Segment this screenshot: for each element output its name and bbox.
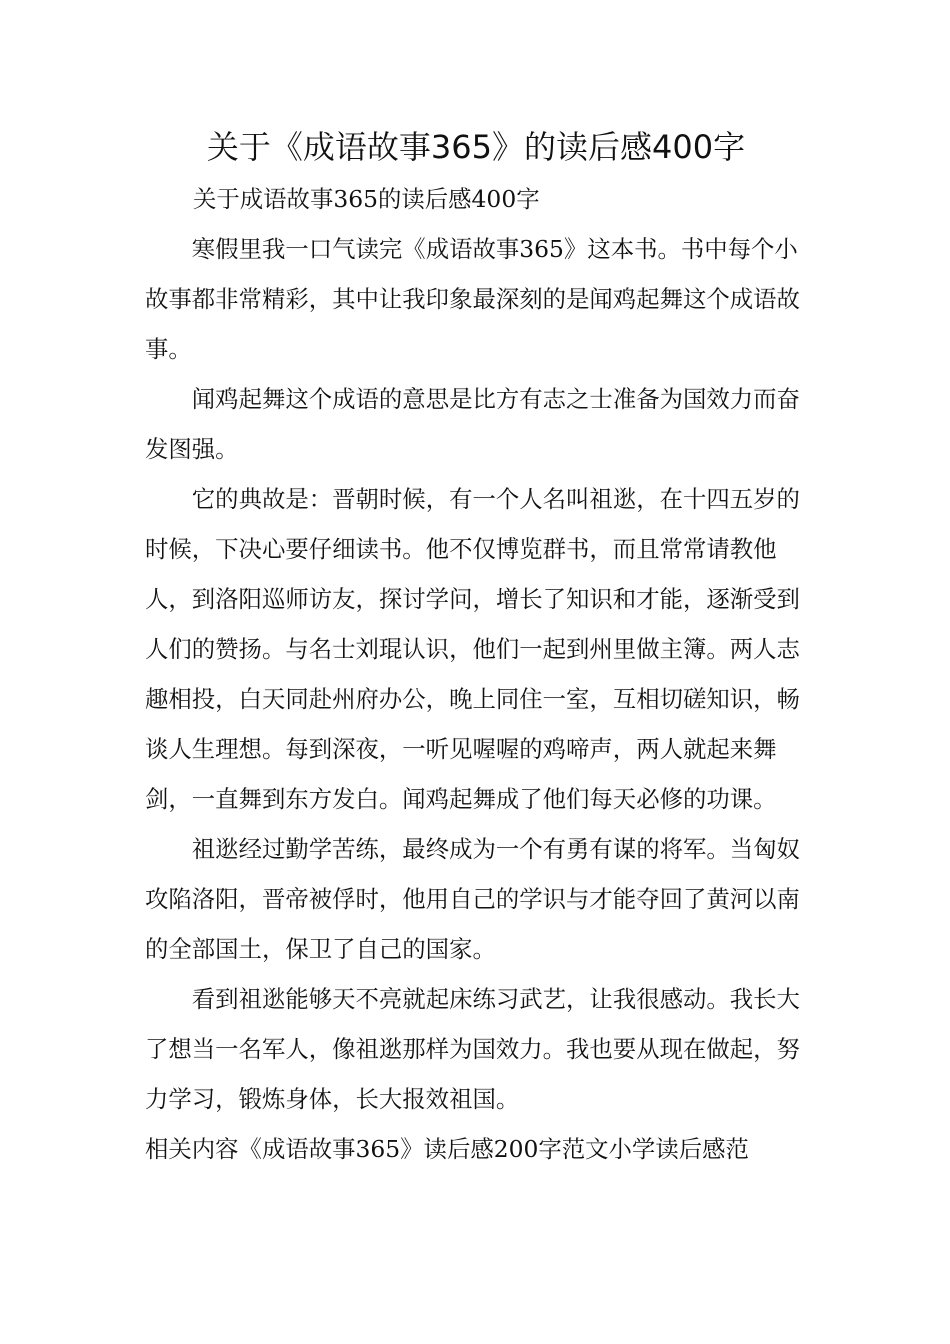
paragraph-1: 寒假里我一口气读完《成语故事365》这本书。书中每个小故事都非常精彩，其中让我印象最深刻的是闻鸡起舞这个成语故事。 [145,235,800,363]
paragraph-2: 闻鸡起舞这个成语的意思是比方有志之士准备为国效力而奋发图强。 [145,385,800,463]
paragraph-4: 祖逖经过勤学苦练，最终成为一个有勇有谋的将军。当匈奴攻陷洛阳，晋帝被俘时，他用自己的学识与才能夺回了黄河以南的全部国土，保卫了自己的国家。 [145,835,800,963]
paragraph-5: 看到祖逖能够天不亮就起床练习武艺，让我很感动。我长大了想当一名军人，像祖逖那样为国效力。我也要从现在做起，努力学习，锻炼身体，长大报效祖国。 [145,985,800,1113]
paragraph-3: 它的典故是：晋朝时候，有一个人名叫祖逖，在十四五岁的时候，下决心要仔细读书。他不仅博览群书，而且常常请教他人，到洛阳巡师访友，探讨学问，增长了知识和才能，逐渐受到人们的赞扬。与名士刘琨认识，他们一起到州里做主簿。两人志趣相投，白天同赴州府办公，晚上同住一室，互相切磋知识，畅谈人生理想。每到深夜，一听见喔喔的鸡啼声，两人就起来舞剑，一直舞到东方发白。闻鸡起舞成了他们每天必修的功课。 [145,485,800,813]
document-title: 关于《成语故事365》的读后感400字 [206,128,746,166]
document-subtitle: 关于成语故事365的读后感400字 [193,185,540,213]
document-body [145,174,807,1174]
related-content-line: 相关内容《成语故事365》读后感200字范文小学读后感范 [145,1135,749,1163]
